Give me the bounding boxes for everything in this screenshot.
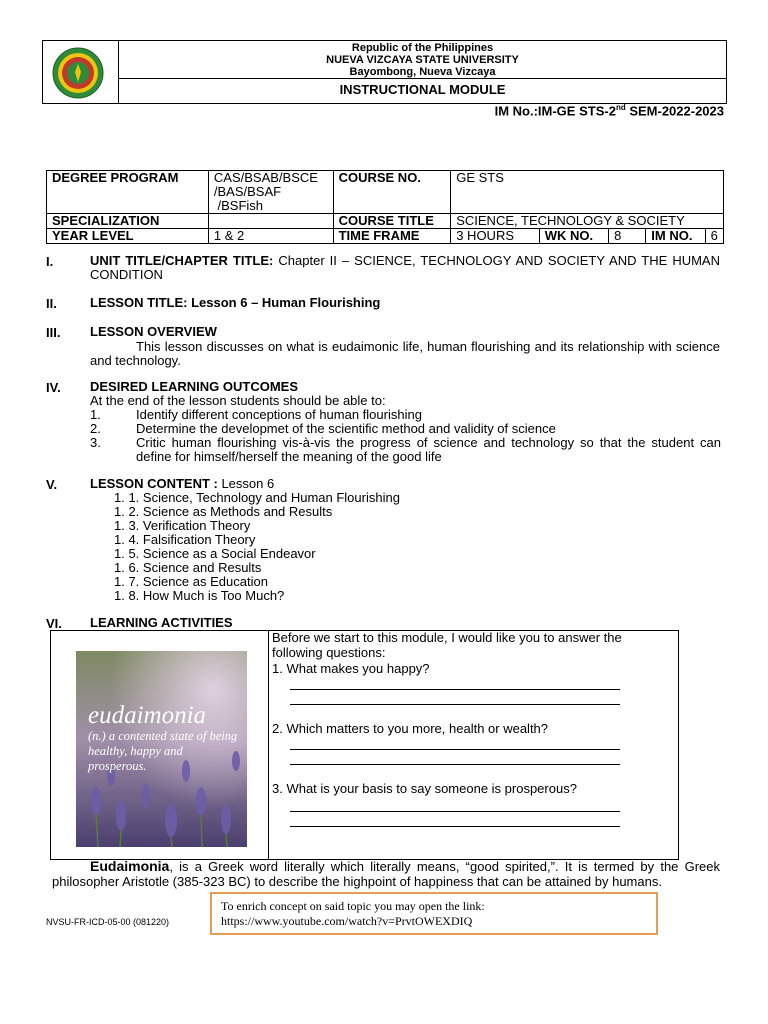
answer-line[interactable] (290, 689, 620, 690)
degree-value-2: /BAS/BSAF (213, 184, 282, 199)
question-2: 2. Which matters to you more, health or wealth? (272, 721, 549, 736)
eudaimonia-image (76, 651, 247, 847)
time-frame-label: TIME FRAME (333, 229, 451, 244)
answer-line[interactable] (290, 826, 620, 827)
section-4-number: IV. (46, 380, 61, 395)
outcome-text: Determine the developmet of the scientific method and validity of science (136, 421, 556, 436)
course-info-table (46, 170, 724, 244)
header-divider (119, 78, 726, 79)
section-1-text: Chapter II – SCIENCE, TECHNOLOGY AND SOCIETY AND THE HUMAN CONDITION (90, 253, 720, 282)
outcome-text: Critic human flourishing vis-à-vis the progress of science and technology so that the student can define for himself/herself the meaning of the good life (136, 435, 721, 464)
header-line1: Republic of the Philippines (351, 42, 494, 54)
wk-no-value: 8 (609, 229, 646, 244)
lesson-overview-text: This lesson discusses on what is eudaimonic life, human flourishing and its relationship with science and technology. (90, 339, 720, 368)
content-item: 1. 8. How Much is Too Much? (114, 588, 285, 603)
specialization-value (208, 214, 333, 229)
wk-no-label: WK NO. (539, 229, 608, 244)
form-code: NVSU-FR-ICD-05-00 (081220) (46, 917, 170, 927)
time-frame-value: 3 HOURS (451, 229, 539, 244)
outcome-text: Identify different conceptions of human flourishing (136, 407, 422, 422)
im-number (495, 103, 724, 118)
header-line3: Bayombong, Nueva Vizcaya (349, 66, 496, 78)
header-line2: NUEVA VIZCAYA STATE UNIVERSITY (326, 54, 519, 66)
answer-line[interactable] (290, 749, 620, 750)
im-no-label: IM NO. (646, 229, 705, 244)
section-1-unit-title (90, 254, 720, 282)
section-1-label: UNIT TITLE/CHAPTER TITLE: (90, 253, 274, 268)
section-3-label: LESSON OVERVIEW (90, 324, 217, 339)
eudaimonia-term: Eudaimonia (90, 858, 170, 874)
section-6-number: VI. (46, 616, 62, 631)
section-5-lesson-content (90, 477, 720, 491)
im-number-sup: nd (615, 103, 626, 112)
module-title: INSTRUCTIONAL MODULE (339, 82, 506, 97)
logo-cell (43, 41, 119, 103)
section-5-value: Lesson 6 (217, 476, 275, 491)
degree-value-1: CAS/BSAB/BSCE (213, 170, 318, 185)
content-item: 1. 3. Verification Theory (114, 518, 251, 533)
content-item: 1. 6. Science and Results (114, 560, 262, 575)
activity-divider (268, 630, 269, 860)
year-level-value: 1 & 2 (208, 229, 333, 244)
section-1-number: I. (46, 254, 54, 269)
outcomes-intro: At the end of the lesson students should be able to: (90, 393, 386, 408)
content-item: 1. 1. Science, Technology and Human Flourishing (114, 490, 400, 505)
section-2-lesson-title: LESSON TITLE: Lesson 6 – Human Flourishing (90, 295, 381, 310)
im-no-value: 6 (705, 229, 723, 244)
document-header (42, 40, 727, 104)
year-level-label: YEAR LEVEL (47, 229, 209, 244)
answer-line[interactable] (290, 811, 620, 812)
degree-value (208, 171, 333, 214)
section-5-label: LESSON CONTENT : (90, 476, 218, 491)
link-intro: To enrich concept on said topic you may open the link: (221, 899, 485, 913)
content-item: 1. 4. Falsification Theory (114, 532, 256, 547)
section-2-number: II. (46, 296, 57, 311)
outcome-number: 1. (90, 407, 101, 422)
university-seal-icon (52, 47, 104, 99)
answer-line[interactable] (290, 764, 620, 765)
section-5-number: V. (46, 477, 58, 492)
course-no-value: GE STS (451, 171, 724, 214)
outcome-number: 2. (90, 421, 101, 436)
specialization-label: SPECIALIZATION (47, 214, 209, 229)
section-6-label: LEARNING ACTIVITIES (90, 615, 233, 630)
question-1: 1. What makes you happy? (272, 661, 430, 676)
degree-value-3: /BSFish (213, 198, 264, 213)
content-item: 1. 5. Science as a Social Endeavor (114, 546, 316, 561)
content-item: 1. 7. Science as Education (114, 574, 268, 589)
eudaimonia-paragraph (52, 859, 720, 889)
eudaimonia-definition: , is a Greek word literally which literally means, “good spirited,”. It is termed by the Greek philosopher Aristotle (385-323 BC) to describe the highpoint of happiness that can be attained by humans. (52, 859, 720, 889)
outcome-number: 3. (90, 435, 101, 450)
content-item: 1. 2. Science as Methods and Results (114, 504, 333, 519)
youtube-link[interactable]: https://www.youtube.com/watch?v=PrvtOWEXDIQ (221, 914, 473, 928)
course-title-label: COURSE TITLE (333, 214, 451, 229)
im-number-suffix: SEM-2022-2023 (625, 103, 724, 119)
section-4-label: DESIRED LEARNING OUTCOMES (90, 379, 299, 394)
image-definition: (n.) a contented state of being healthy, happy and prosperous. (88, 729, 238, 773)
header-institution (119, 41, 726, 78)
answer-line[interactable] (290, 704, 620, 705)
degree-label: DEGREE PROGRAM (47, 171, 209, 214)
question-3: 3. What is your basis to say someone is prosperous? (272, 781, 577, 796)
image-word: eudaimonia (88, 702, 207, 729)
course-title-value: SCIENCE, TECHNOLOGY & SOCIETY (451, 214, 724, 229)
activity-intro: Before we start to this module, I would like you to answer the following questions: (272, 630, 622, 660)
course-no-label: COURSE NO. (333, 171, 451, 214)
resource-link-box (210, 892, 658, 935)
im-number-prefix: IM No.:IM-GE STS-2 (494, 103, 616, 119)
section-3-number: III. (46, 325, 61, 340)
